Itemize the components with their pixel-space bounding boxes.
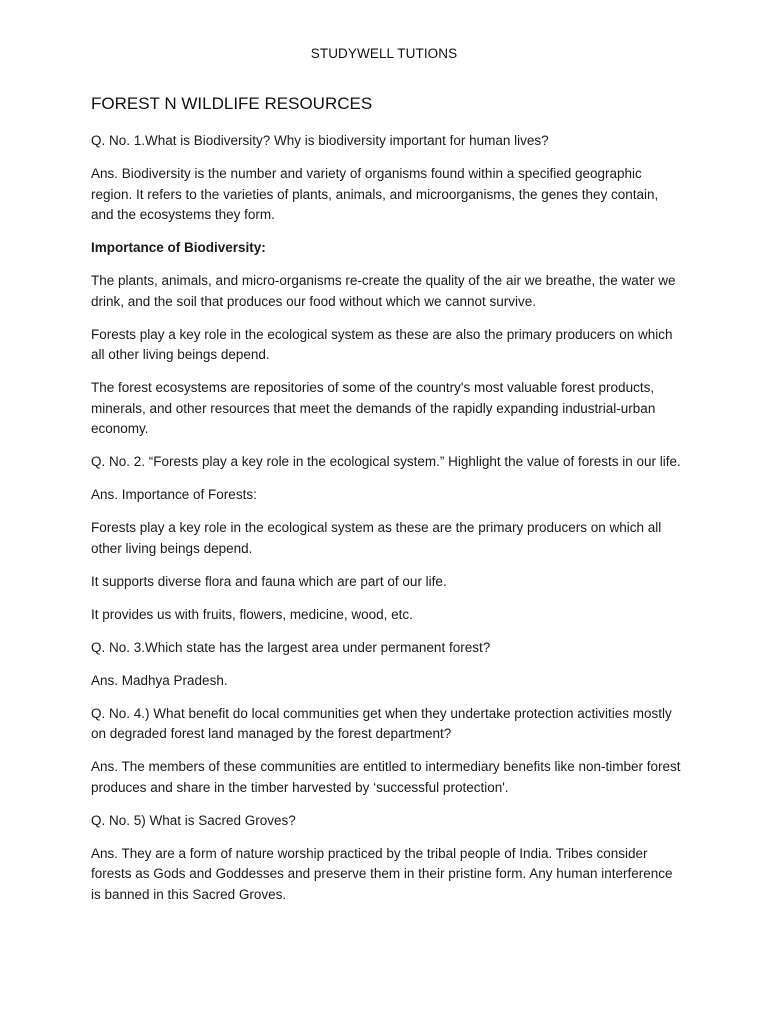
paragraph-biodiversity-point-1: The plants, animals, and micro-organisms re-create the quality of the air we breathe, the water we drink, and the soil that produces our food without which we cannot survive.	[91, 273, 676, 309]
paragraph-biodiversity-point-2: Forests play a key role in the ecological system as these are also the primary producers on which all other living beings depend.	[91, 326, 673, 362]
question-2: Q. No. 2. “Forests play a key role in the ecological system.” Highlight the value of forests in our life.	[91, 454, 681, 469]
page-header: STUDYWELL TUTIONS	[310, 46, 458, 61]
document-title: FOREST N WILDLIFE RESOURCES	[91, 94, 373, 113]
paragraph-forests-point-2: It supports diverse flora and fauna which are part of our life.	[91, 573, 447, 589]
question-5: Q. No. 5) What is Sacred Groves?	[91, 812, 296, 828]
paragraph-biodiversity-point-3: The forest ecosystems are repositories of some of the country's most valuable forest products, minerals, and other resources that meet the demands of the rapidly expanding industrial-urban economy.	[91, 380, 656, 436]
question-1: Q. No. 1.What is Biodiversity? Why is biodiversity important for human lives?	[91, 133, 549, 148]
answer-4: Ans. The members of these communities are entitled to intermediary benefits like non-timber forest produces and share in the timber harvested by ‘successful protection'.	[91, 759, 681, 795]
answer-5: Ans. They are a form of nature worship practiced by the tribal people of India. Tribes consider forests as Gods and Goddesses and preserve them in their pristine form. Any human interference is banned in this Sacred Groves.	[91, 845, 673, 902]
question-4: Q. No. 4.) What benefit do local communities get when they undertake protection activities mostly on degraded forest land managed by the forest department?	[91, 705, 672, 741]
section-heading-importance-biodiversity: Importance of Biodiversity:	[91, 240, 266, 255]
answer-3: Ans. Madhya Pradesh.	[91, 672, 228, 688]
question-3: Q. No. 3.Which state has the largest area under permanent forest?	[91, 639, 491, 655]
answer-2-heading: Ans. Importance of Forests:	[91, 487, 257, 502]
answer-1: Ans. Biodiversity is the number and variety of organisms found within a specified geographic region. It refers to the varieties of plants, animals, and microorganisms, the genes they contain, and the ecosystems they form.	[91, 166, 659, 222]
paragraph-forests-point-1: Forests play a key role in the ecological system as these are the primary producers on which all other living beings depend.	[91, 520, 662, 556]
document-body	[91, 93, 681, 918]
paragraph-forests-point-3: It provides us with fruits, flowers, medicine, wood, etc.	[91, 606, 413, 622]
